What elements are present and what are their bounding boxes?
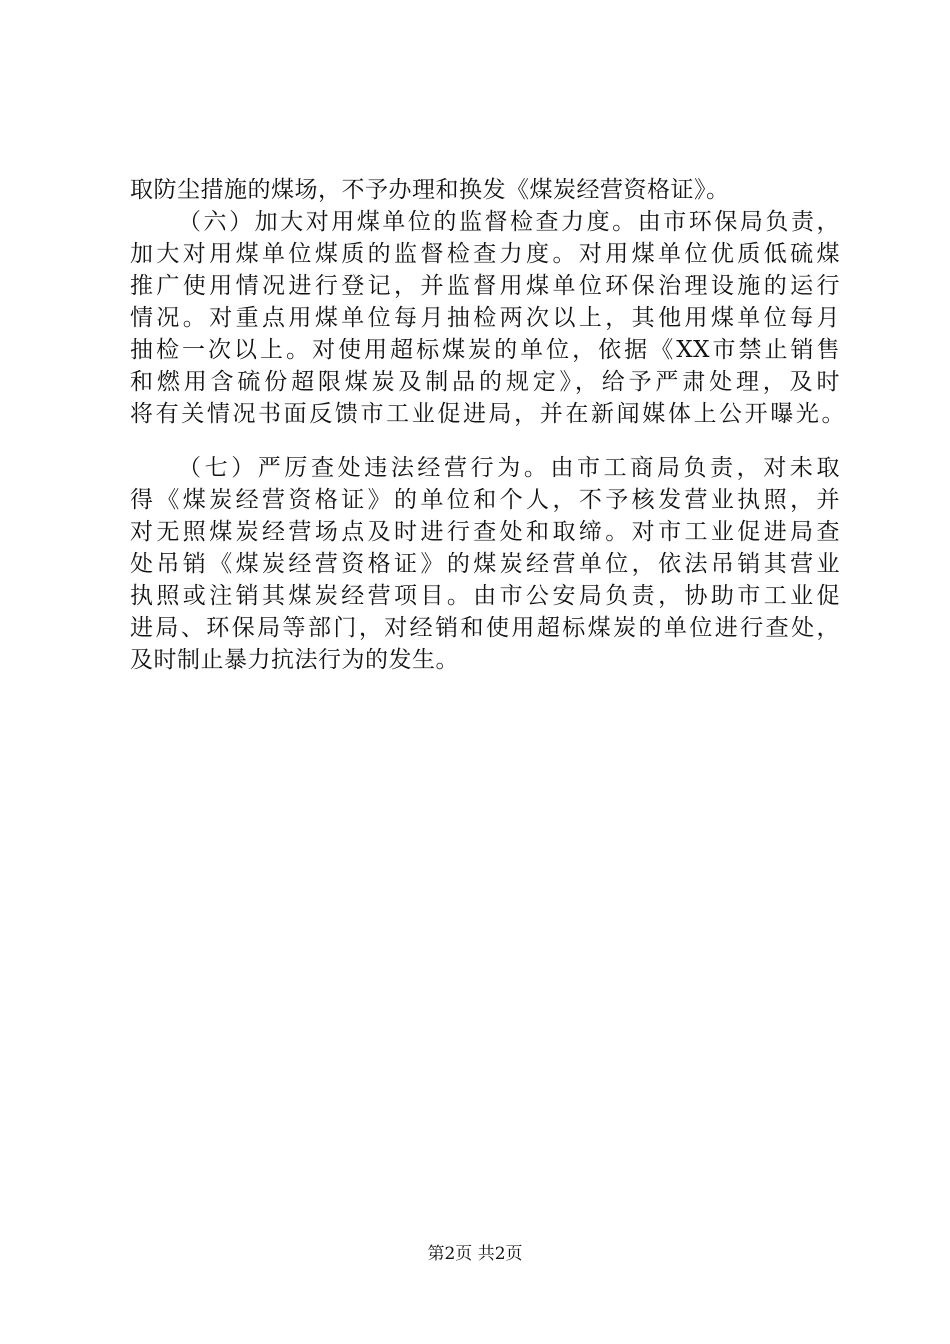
paragraph-line: 及时制止暴力抗法行为的发生。 (130, 647, 459, 673)
paragraph-line: （六）加大对用煤单位的监督检查力度。由市环保局负责， (178, 209, 840, 235)
paragraph-line: 进局、环保局等部门，对经销和使用超标煤炭的单位进行查处， (130, 615, 840, 641)
paragraph-line: 取防尘措施的煤场，不予办理和换发《煤炭经营资格证》。 (130, 177, 730, 203)
paragraph-line: 对无照煤炭经营场点及时进行查处和取缔。对市工业促进局查 (130, 519, 840, 545)
paragraph-line: （七）严厉查处违法经营行为。由市工商局负责，对未取 (178, 455, 840, 481)
paragraph-line: 将有关情况书面反馈市工业促进局，并在新闻媒体上公开曝光。 (130, 401, 845, 427)
paragraph-line: 得《煤炭经营资格证》的单位和个人，不予核发营业执照，并 (130, 487, 840, 513)
paragraph-line: 加大对用煤单位煤质的监督检查力度。对用煤单位优质低硫煤 (130, 241, 840, 267)
paragraph-line: 推广使用情况进行登记，并监督用煤单位环保治理设施的运行 (130, 273, 840, 299)
paragraph-line: 情况。对重点用煤单位每月抽检两次以上，其他用煤单位每月 (130, 305, 840, 331)
page-number-footer: 第2页 共2页 (427, 1244, 523, 1264)
paragraph-line: 执照或注销其煤炭经营项目。由市公安局负责，协助市工业促 (130, 583, 840, 609)
paragraph-line: 处吊销《煤炭经营资格证》的煤炭经营单位，依法吊销其营业 (130, 551, 840, 577)
paragraph-line: 和燃用含硫份超限煤炭及制品的规定》，给予严肃处理，及时 (130, 369, 840, 395)
paragraph-line: 抽检一次以上。对使用超标煤炭的单位，依据《XX市禁止销售 (130, 337, 840, 363)
